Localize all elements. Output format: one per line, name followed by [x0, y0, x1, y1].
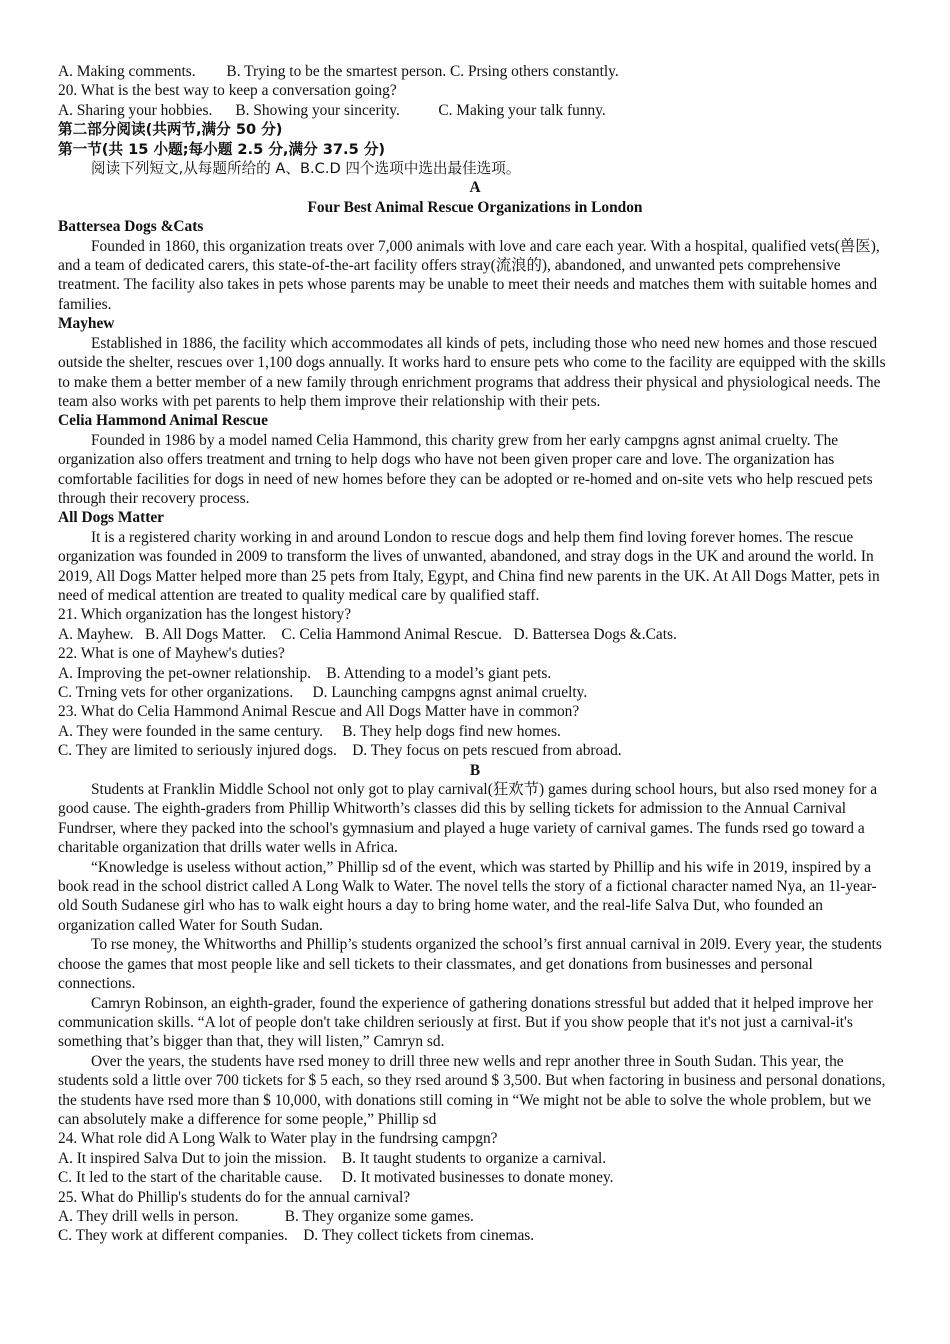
org-name: Battersea Dogs &Cats: [58, 218, 204, 236]
q20-stem: 20. What is the best way to keep a conversation going?: [58, 82, 397, 100]
question-line: 24. What role did A Long Walk to Water play in the fundrsing campgn?: [58, 1130, 498, 1148]
passage-paragraph: Camryn Robinson, an eighth-grader, found the experience of gathering donations stressful but added that it helped improve her communication skills. “A lot of people don't take children seriously at first. But if you show people that it's not just a carnival-it's something that’s bigger than that, they will listen,” Camryn sd.: [58, 994, 873, 1051]
question-line: A. Mayhew. B. All Dogs Matter. C. Celia Hammond Animal Rescue. D. Battersea Dogs &.Cats.: [58, 625, 677, 643]
org-name: All Dogs Matter: [58, 509, 164, 527]
org-name: Celia Hammond Animal Rescue: [58, 412, 268, 430]
org-text: It is a registered charity working in and around London to rescue dogs and help them find loving forever homes. The rescue organization was founded in 2009 to transform the lives of unwanted, abandoned, and stray dogs in the UK and around the world. In 2019, All Dogs Matter helped more than 25 pets from Italy, Egypt, and China find new parents in the UK. At All Dogs Matter, pets in need of medical attention are treated to quality medical care by qualified staff.: [58, 528, 880, 604]
passage-a-title: Four Best Animal Rescue Organizations in London: [307, 198, 643, 216]
question-line: A. They drill wells in person. B. They organize some games.: [58, 1207, 474, 1225]
passage-a-label: A: [469, 179, 481, 197]
org-text: Founded in 1986 by a model named Celia Hammond, this charity grew from her early campgns agnst animal cruelty. The organization also offers treatment and trning to help dogs who have not been given proper care and love. The organization has comfortable facilities for dogs in need of new homes before they can be adopted or re-homed and on-site vets who help rescued pets through their recovery process.: [58, 431, 873, 507]
org-text: Founded in 1860, this organization treats over 7,000 animals with love and care each year. With a hospital, qualified vets(兽医), and a team of dedicated carers, this state-of-the-art facility offers stray(流浪的), abandoned, and unwanted pets comprehensive treatment. The facility also takes in pets whose parents may be unable to meet their needs and matches them with suitable homes and families.: [58, 237, 880, 313]
question-line: 25. What do Phillip's students do for the annual carnival?: [58, 1188, 411, 1206]
exam-page: [58, 62, 892, 1246]
instruction: 阅读下列短文,从每题所给的 A、B.C.D 四个选项中选出最佳选项。: [91, 160, 521, 178]
passage-b-label: B: [469, 761, 481, 779]
passage-paragraph: Over the years, the students have rsed money to drill three new wells and repr another three in South Sudan. This year, the students sold a little over 700 tickets for $ 5 each, so they rsed around $ 3,500. But when factoring in business and personal donations, the students have rsed more than $ 10,000, with donations still coming in “We might not be able to solve the whole problem, but we can absolutely make a difference for some people,” Phillip sd: [58, 1052, 886, 1128]
question-line: C. It led to the start of the charitable cause. D. It motivated businesses to donate money.: [58, 1169, 614, 1187]
question-line: 22. What is one of Mayhew's duties?: [58, 645, 285, 663]
org-name: Mayhew: [58, 315, 115, 333]
passage-paragraph: To rse money, the Whitworths and Phillip’s students organized the school’s first annual carnival in 20l9. Every year, the students choose the games that most people like and sell tickets to their classmates, and get donations from businesses and personal connections.: [58, 936, 882, 993]
question-line: C. Trning vets for other organizations. D. Launching campgns agnst animal cruelty.: [58, 684, 588, 701]
part2-heading: 第二部分阅读(共两节,满分 50 分): [58, 121, 283, 139]
q19-options: A. Making comments. B. Trying to be the smartest person. C. Prsing others constantly.: [58, 63, 619, 80]
passage-paragraph: Students at Franklin Middle School not only got to play carnival(狂欢节) games during school hours, but also rsed money for a good cause. The eighth-graders from Phillip Whitworth’s classes did this by selling tickets for admission to the Annual Carnival Fundrser, where they packed into the school's gymnasium and played a huge variety of carnival games. The funds rsed go toward a charitable organization that drills water wells in Africa.: [58, 781, 878, 857]
passage-paragraph: “Knowledge is useless without action,” Phillip sd of the event, which was started by Phillip and his wife in 2019, inspired by a book read in the school district called A Long Walk to Water. The novel tells the story of a fictional character named Nya, an 1l-year-old South Sudanese girl who has to walk eight hours a day to bring home water, and the real-life Salva Dut, who founded an organization called Water for South Sudan.: [58, 858, 877, 934]
question-line: A. They were founded in the same century. B. They help dogs find new homes.: [58, 722, 561, 740]
question-line: 23. What do Celia Hammond Animal Rescue and All Dogs Matter have in common?: [58, 703, 580, 721]
q20-options: A. Sharing your hobbies. B. Showing your sincerity. C. Making your talk funny.: [58, 101, 606, 119]
question-line: C. They work at different companies. D. They collect tickets from cinemas.: [58, 1227, 535, 1245]
question-line: C. They are limited to seriously injured dogs. D. They focus on pets rescued from abroad.: [58, 742, 622, 760]
section1-heading: 第一节(共 15 小题;每小题 2.5 分,满分 37.5 分): [58, 140, 386, 158]
org-text: Established in 1886, the facility which accommodates all kinds of pets, including those who need new homes and those rescued outside the shelter, rescues over 1,100 dogs annually. It works hard to ensure pets who come to the facility are equipped with the skills to make them a better member of a new family through enrichment programs that address their physical and physiological needs. The team also works with pet parents to help them improve their relationship with their pets.: [58, 334, 886, 410]
question-line: A. Improving the pet-owner relationship. B. Attending to a model’s giant pets.: [58, 664, 552, 682]
question-line: A. It inspired Salva Dut to join the mission. B. It taught students to organize a carnival.: [58, 1149, 607, 1167]
question-line: 21. Which organization has the longest history?: [58, 606, 352, 624]
